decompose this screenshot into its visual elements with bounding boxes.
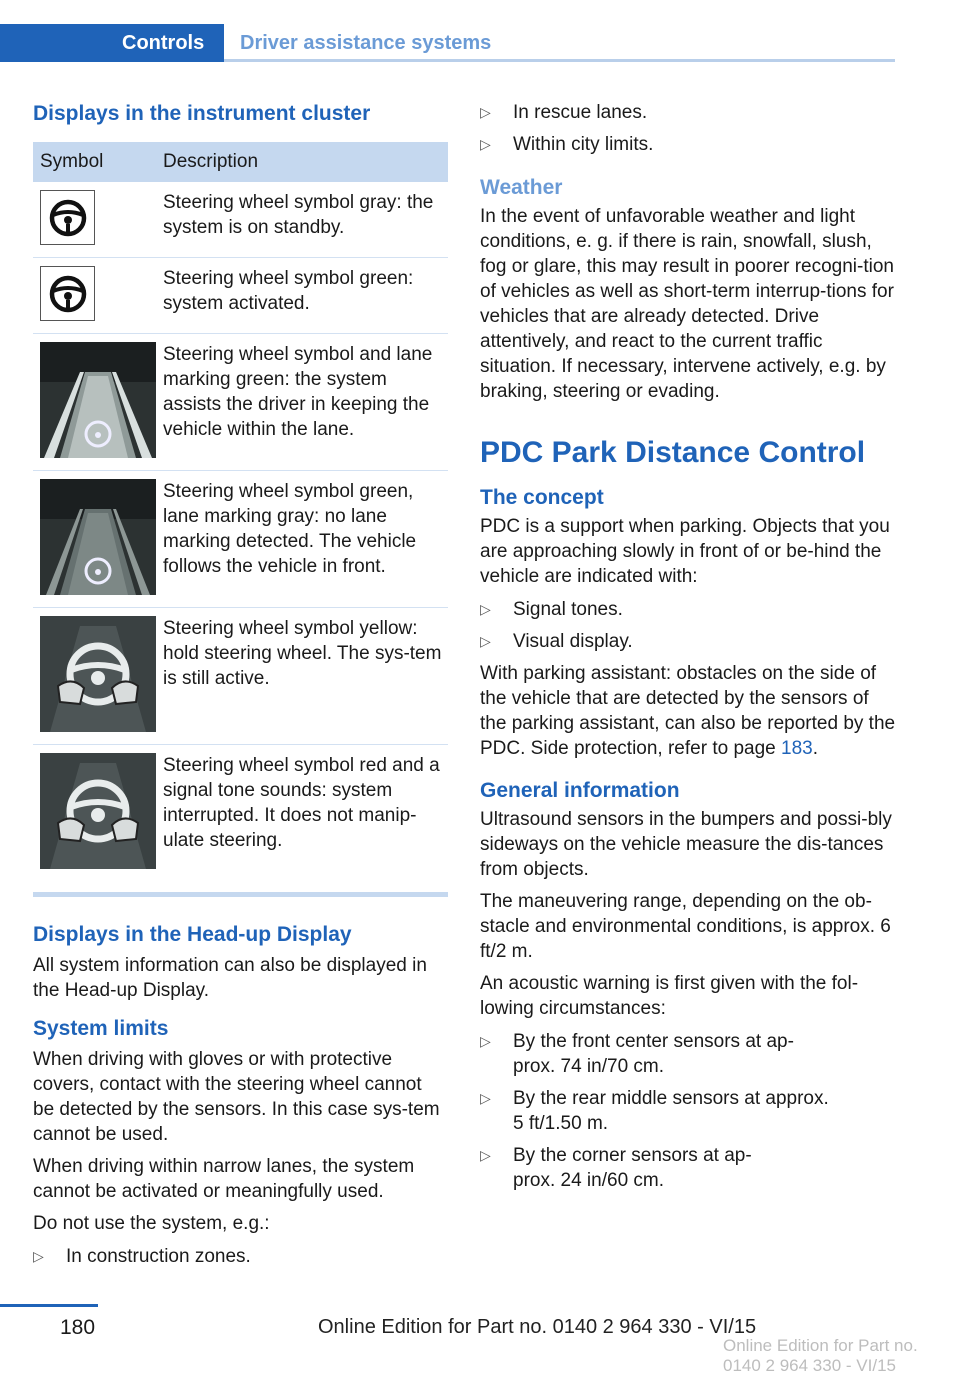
heading-weather: Weather [480, 176, 563, 199]
header-rule [224, 59, 895, 62]
limits-paragraph-3: Do not use the system, e.g.: [33, 1213, 270, 1234]
triangle-bullet-icon: ▷ [480, 136, 491, 152]
list-item: ▷ By the rear middle sensors at approx. 5 ft/1.50 m. [480, 1088, 829, 1134]
triangle-bullet-icon: ▷ [480, 601, 491, 617]
warning-list [480, 1029, 898, 1193]
page-header [0, 24, 895, 62]
heading-instrument-cluster: Displays in the instrument cluster [33, 102, 371, 125]
row-description: Steering wheel symbol green: system activated. [163, 268, 414, 314]
hud-text: All system information can also be displayed in the Head-up Display. [33, 955, 427, 1001]
table-header [33, 142, 448, 182]
steering-wheel-gray-icon [40, 190, 95, 245]
steering-wheel-green-icon [40, 266, 95, 321]
header-tab-section[interactable]: Driver assistance systems [240, 32, 492, 54]
limits-list-continued [480, 100, 898, 157]
concept-text: PDC is a support when parking. Objects that you are approaching slowly in front of or be‐hind the vehicle are indicated with: [480, 516, 890, 587]
watermark: Online Edition for Part no. 0140 2 964 330 - VI/15 [723, 1336, 918, 1375]
general-paragraph-3: An acoustic warning is first given with the fol‐lowing circumstances: [480, 973, 859, 1019]
triangle-bullet-icon: ▷ [480, 1033, 491, 1049]
triangle-bullet-icon: ▷ [480, 1090, 491, 1106]
heading-concept: The concept [480, 486, 604, 509]
limits-paragraph-2: When driving within narrow lanes, the system cannot be activated or meaningfully used. [33, 1156, 415, 1202]
limits-paragraph-1: When driving with gloves or with protective covers, contact with the steering wheel cannot be detected by the sensors. In this case sys‐tem cannot be used. [33, 1049, 440, 1145]
lane-gray-image [40, 479, 156, 595]
footer-rule [0, 1304, 98, 1307]
parking-assistant-text: With parking assistant: obstacles on the side of the vehicle that are detected by the sensors of the parking assistant, can also be reported by the PDC. Side protection, refer to page 183. [480, 663, 896, 759]
list-item: ▷ Visual display. [480, 631, 633, 652]
list-item: ▷ In rescue lanes. [480, 102, 648, 123]
lane-assist-active-image [40, 342, 156, 458]
hold-wheel-yellow-image [40, 616, 156, 732]
list-item: ▷ In construction zones. [33, 1246, 251, 1267]
concept-list [480, 597, 898, 654]
page-number: 180 [60, 1316, 96, 1339]
hold-wheel-red-image [40, 753, 156, 869]
list-item: ▷ Within city limits. [480, 134, 654, 155]
left-column [33, 100, 448, 1276]
table-row [33, 258, 448, 334]
right-column [480, 100, 898, 1200]
table-row [33, 182, 448, 258]
row-description: Steering wheel symbol green, lane marking gray: no lane marking detected. The vehicle follows the vehicle in front. [163, 481, 417, 577]
list-item: ▷ By the front center sensors at ap‐ prox. 74 in/70 cm. [480, 1031, 794, 1077]
heading-general-information: General information [480, 779, 680, 802]
list-item: ▷ Signal tones. [480, 599, 623, 620]
table-row [33, 471, 448, 608]
list-item: ▷ By the corner sensors at ap‐ prox. 24 in/60 cm. [480, 1145, 752, 1191]
page-link[interactable]: 183 [781, 738, 813, 759]
general-paragraph-2: The maneuvering range, depending on the ob‐stacle and environmental conditions, is approx. 6 ft/2 m. [480, 891, 891, 962]
triangle-bullet-icon: ▷ [480, 1147, 491, 1163]
limits-list [33, 1244, 448, 1269]
table-row [33, 334, 448, 471]
heading-system-limits: System limits [33, 1017, 169, 1040]
symbol-table [33, 142, 448, 897]
heading-hud: Displays in the Head-up Display [33, 923, 352, 946]
row-description: Steering wheel symbol and lane marking green: the system assists the driver in keeping the vehicle within the lane. [163, 344, 433, 440]
table-col-symbol: Symbol [40, 151, 104, 172]
general-paragraph-1: Ultrasound sensors in the bumpers and possi‐bly sideways on the vehicle measure the dis‐tances from objects. [480, 809, 892, 880]
header-tab-controls[interactable]: Controls [122, 32, 205, 54]
row-description: Steering wheel symbol gray: the system is on standby. [163, 192, 434, 238]
triangle-bullet-icon: ▷ [480, 633, 491, 649]
triangle-bullet-icon: ▷ [480, 104, 491, 120]
triangle-bullet-icon: ▷ [33, 1248, 44, 1264]
table-row [33, 608, 448, 745]
heading-pdc: PDC Park Distance Control [480, 436, 866, 469]
edition-text: Online Edition for Part no. 0140 2 964 330 - VI/15 [318, 1316, 757, 1338]
table-col-description: Description [163, 151, 259, 172]
weather-text: In the event of unfavorable weather and light conditions, e. g. if there is rain, snowfall, slush, fog or glare, this may result in poorer recogni‐tion of vehicles as well as short-term interrup‐tions for vehicles that are already detected. Drive attentively, and react to the current traffic situation. If necessary, intervene actively, e.g. by braking, steering or evading. [480, 206, 894, 402]
row-description: Steering wheel symbol yellow: hold steering wheel. The sys‐tem is still active. [163, 618, 442, 689]
row-description: Steering wheel symbol red and a signal tone sounds: system interrupted. It does not manip‐ulate steering. [163, 755, 440, 851]
table-row [33, 745, 448, 882]
